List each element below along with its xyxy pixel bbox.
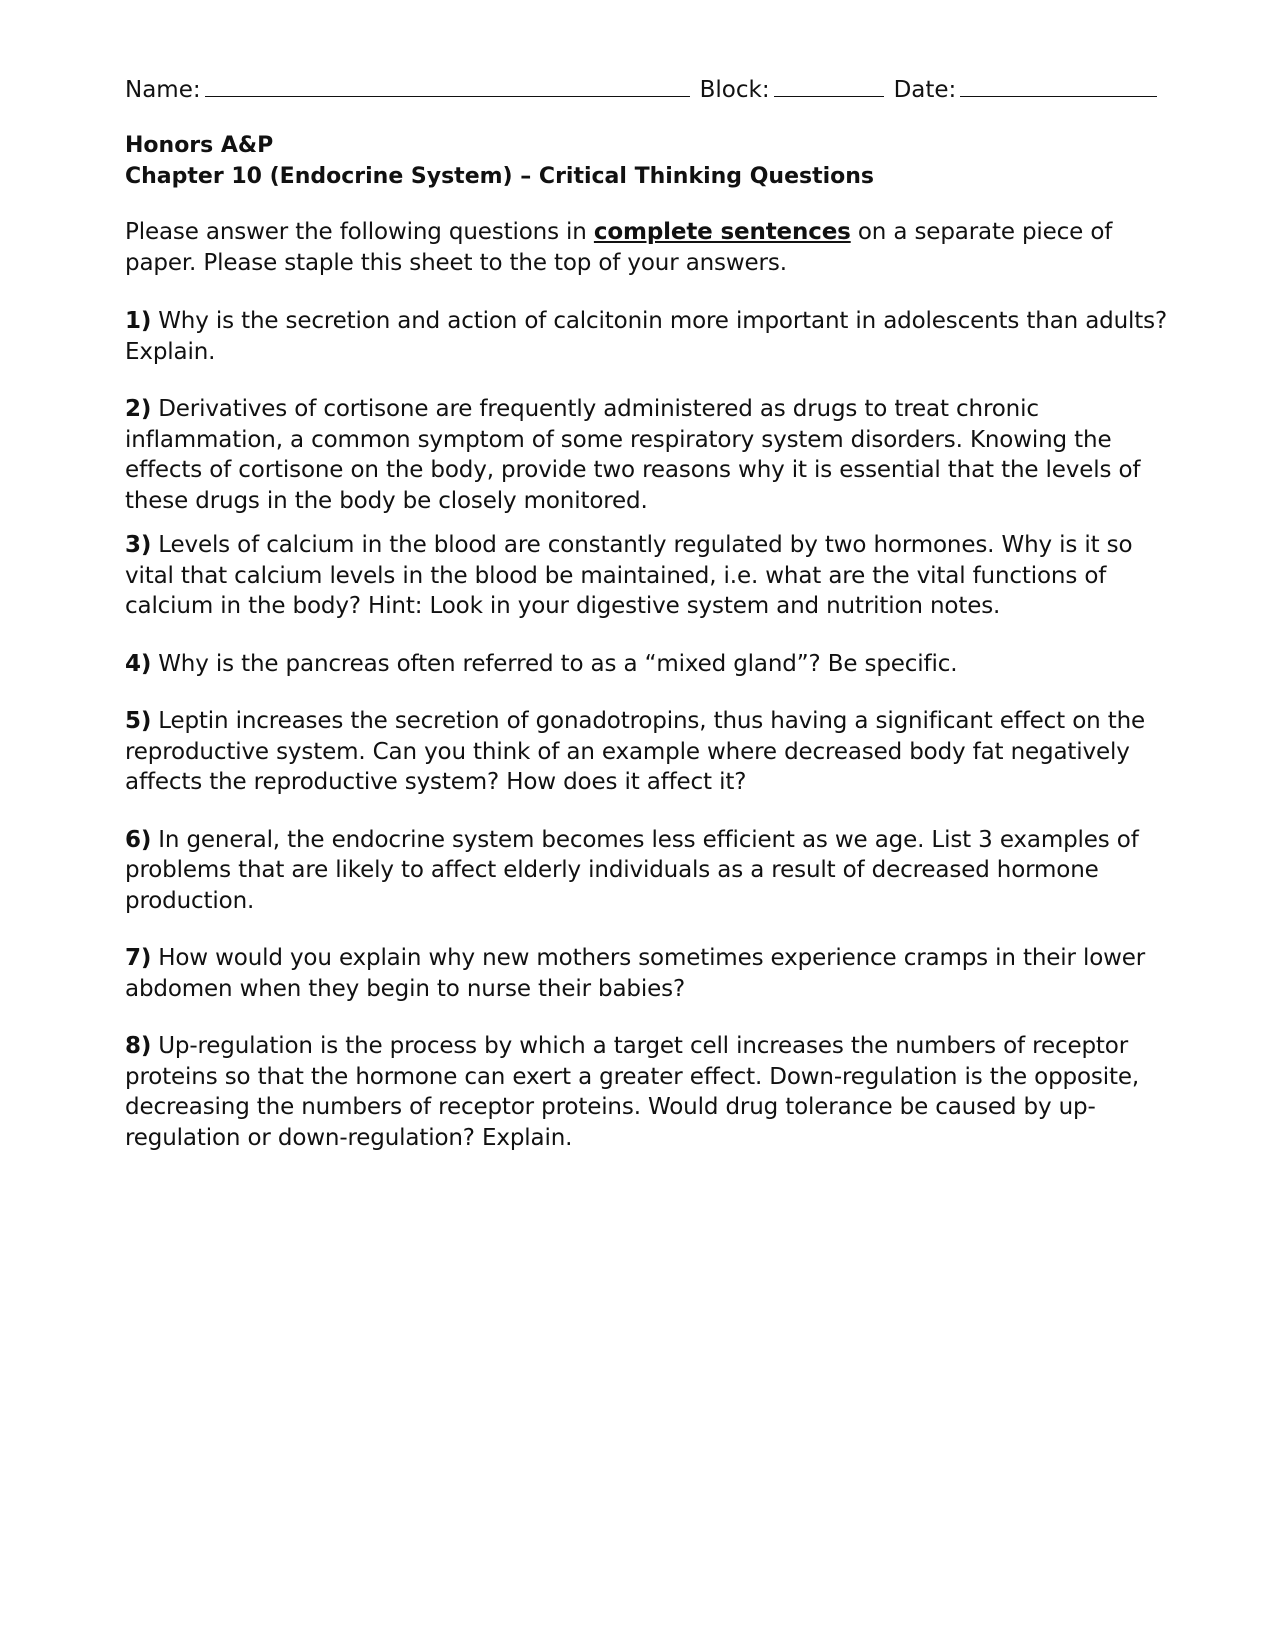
question-3	[125, 530, 1175, 622]
question-number: 3)	[125, 532, 152, 558]
date-blank	[960, 72, 1157, 97]
question-text: Derivatives of cortisone are frequently administered as drugs to treat chronic inflammation, a common symptom of some respiratory system disorders. Knowing the effects of cortisone on the body, provide two reasons why it is essential that the levels of these drugs in the body be closely monitored.	[125, 396, 1141, 514]
question-7	[125, 943, 1175, 1004]
question-text: Up-regulation is the process by which a target cell increases the numbers of receptor proteins so that the hormone can exert a greater effect. Down-regulation is the opposite, decreasing the numbers of receptor proteins. Would drug tolerance be caused by up-regulation or down-regulation? Explain.	[125, 1033, 1140, 1151]
question-8	[125, 1031, 1175, 1153]
question-number: 1)	[125, 308, 152, 334]
question-number: 4)	[125, 650, 152, 677]
question-text: Why is the secretion and action of calcitonin more important in adolescents than adults? Explain.	[125, 308, 1168, 365]
name-blank	[205, 72, 690, 97]
date-label: Date:	[893, 77, 957, 103]
instructions-text-before: Please answer the following questions in	[125, 219, 594, 245]
worksheet-title	[125, 130, 1175, 192]
question-1	[125, 306, 1175, 367]
question-6	[125, 825, 1175, 917]
student-info-line	[125, 72, 1175, 106]
question-number: 6)	[125, 826, 152, 853]
worksheet-page	[125, 72, 1175, 1153]
instructions-text-after: on a separate piece of paper. Please staple this sheet to the top of your answers.	[125, 219, 1113, 276]
course-title: Honors A&P	[125, 133, 274, 158]
question-number: 2)	[125, 396, 152, 422]
instructions	[125, 217, 1175, 279]
question-4	[125, 649, 1175, 680]
name-label: Name:	[125, 77, 201, 103]
question-text: Leptin increases the secretion of gonadotropins, thus having a significant effect on the reproductive system. Can you think of an example where decreased body fat negatively affects the reproductive system? How does it affect it?	[125, 708, 1146, 795]
question-number: 5)	[125, 708, 152, 734]
instructions-emphasis: complete sentences	[593, 219, 851, 245]
question-5	[125, 706, 1175, 798]
question-text: In general, the endocrine system becomes less efficient as we age. List 3 examples of problems that are likely to affect elderly individuals as a result of decreased hormone production.	[125, 826, 1139, 914]
question-text: How would you explain why new mothers sometimes experience cramps in their lower abdomen when they begin to nurse their babies?	[125, 945, 1146, 1002]
question-2	[125, 394, 1175, 516]
question-text: Why is the pancreas often referred to as a “mixed gland”? Be specific.	[158, 650, 958, 677]
question-text: Levels of calcium in the blood are constantly regulated by two hormones. Why is it so vital that calcium levels in the blood be maintained, i.e. what are the vital functions of calcium in the body? Hint: Look in your digestive system and nutrition notes.	[125, 532, 1133, 619]
block-blank	[774, 72, 884, 97]
question-number: 7)	[125, 945, 152, 971]
block-label: Block:	[699, 77, 770, 103]
question-number: 8)	[125, 1033, 152, 1059]
chapter-title: Chapter 10 (Endocrine System) – Critical Thinking Questions	[125, 164, 875, 189]
